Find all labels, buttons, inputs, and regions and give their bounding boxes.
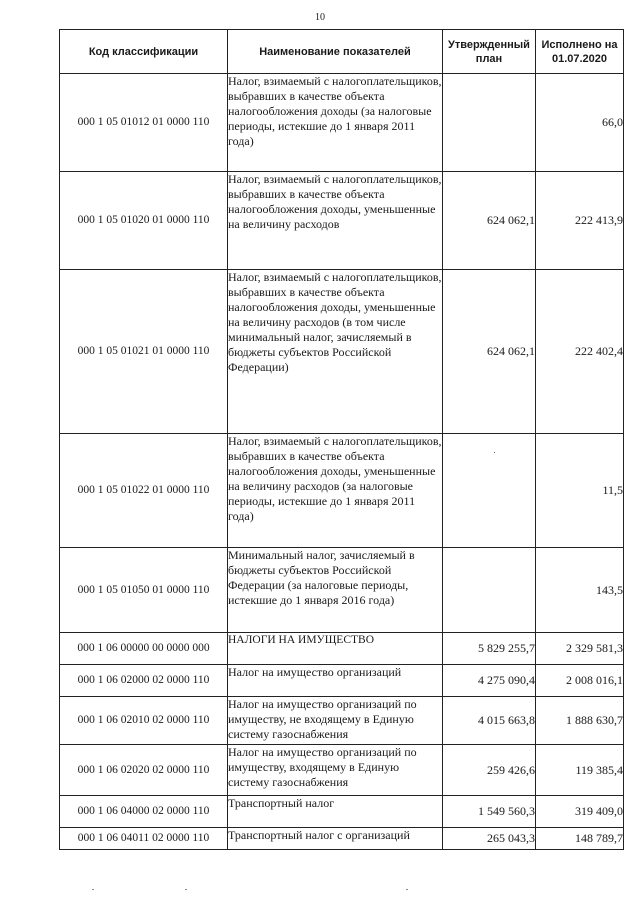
row-plan: 259 426,6 (443, 745, 536, 796)
row-code: 000 1 06 02010 02 0000 110 (60, 697, 228, 745)
header-code: Код классификации (60, 30, 228, 74)
table-row (60, 74, 624, 172)
row-code: 000 1 05 01020 01 0000 110 (60, 172, 228, 270)
row-name: Налог на имущество организаций по имуществу, входящему в Единую систему газоснабжения (228, 745, 443, 796)
scan-speck (92, 889, 94, 890)
table-row (60, 633, 624, 665)
table-row (60, 796, 624, 828)
table-row (60, 828, 624, 850)
scan-speck (494, 452, 495, 453)
row-done: 2 008 016,1 (536, 665, 624, 697)
row-plan: 4 275 090,4 (443, 665, 536, 697)
table-row (60, 172, 624, 270)
row-name: Налог на имущество организаций по имуществу, не входящему в Единую систему газоснабжения (228, 697, 443, 745)
row-plan: 265 043,3 (443, 828, 536, 850)
row-done: 11,5 (536, 434, 624, 548)
row-done: 319 409,0 (536, 796, 624, 828)
row-done: 2 329 581,3 (536, 633, 624, 665)
row-name: Минимальный налог, зачисляемый в бюджеты субъектов Российской Федерации (за налоговые периоды, истекшие до 1 января 2016 года) (228, 548, 443, 633)
row-code: 000 1 06 02000 02 0000 110 (60, 665, 228, 697)
header-done: Исполнено на 01.07.2020 (536, 30, 624, 74)
page-number: 10 (315, 12, 325, 23)
row-done: 143,5 (536, 548, 624, 633)
row-done: 222 413,9 (536, 172, 624, 270)
scan-speck (406, 889, 408, 890)
row-plan: 624 062,1 (443, 270, 536, 434)
header-name: Наименование показателей (228, 30, 443, 74)
row-done: 119 385,4 (536, 745, 624, 796)
row-done: 148 789,7 (536, 828, 624, 850)
row-plan: 4 015 663,8 (443, 697, 536, 745)
row-name: Налог, взимаемый с налогоплательщиков, выбравших в качестве объекта налогообложения доходы, уменьшенные на величину расходов (в том числе минимальный налог, зачисляемый в бюджеты субъектов Российской Федерации) (228, 270, 443, 434)
row-name: Налог, взимаемый с налогоплательщиков, выбравших в качестве объекта налогообложения доходы, уменьшенные на величину расходов (228, 172, 443, 270)
row-code: 000 1 05 01050 01 0000 110 (60, 548, 228, 633)
row-code: 000 1 05 01021 01 0000 110 (60, 270, 228, 434)
row-code: 000 1 05 01012 01 0000 110 (60, 74, 228, 172)
row-name: Транспортный налог с организаций (228, 828, 443, 850)
row-plan: 1 549 560,3 (443, 796, 536, 828)
budget-table (59, 29, 624, 850)
row-code: 000 1 06 02020 02 0000 110 (60, 745, 228, 796)
row-name: Транспортный налог (228, 796, 443, 828)
row-plan (443, 548, 536, 633)
row-plan: 5 829 255,7 (443, 633, 536, 665)
row-done: 66,0 (536, 74, 624, 172)
row-name: Налог, взимаемый с налогоплательщиков, выбравших в качестве объекта налогообложения доходы, уменьшенные на величину расходов (за налоговые периоды, истекшие до 1 января 2011 года) (228, 434, 443, 548)
row-done: 1 888 630,7 (536, 697, 624, 745)
row-plan: 624 062,1 (443, 172, 536, 270)
row-code: 000 1 05 01022 01 0000 110 (60, 434, 228, 548)
row-name: Налог на имущество организаций (228, 665, 443, 697)
row-name: Налог, взимаемый с налогоплательщиков, выбравших в качестве объекта налогообложения доходы (за налоговые периоды, истекшие до 1 января 2011 года) (228, 74, 443, 172)
header-plan: Утвержденный план (443, 30, 536, 74)
table-row (60, 697, 624, 745)
table-row (60, 745, 624, 796)
row-plan (443, 74, 536, 172)
scan-speck (185, 889, 187, 890)
row-plan (443, 434, 536, 548)
table-row (60, 665, 624, 697)
row-name: НАЛОГИ НА ИМУЩЕСТВО (228, 633, 443, 665)
row-code: 000 1 06 04011 02 0000 110 (60, 828, 228, 850)
table-header-row (60, 30, 624, 74)
row-code: 000 1 06 04000 02 0000 110 (60, 796, 228, 828)
row-code: 000 1 06 00000 00 0000 000 (60, 633, 228, 665)
row-done: 222 402,4 (536, 270, 624, 434)
table-row (60, 270, 624, 434)
table-row (60, 434, 624, 548)
table-row (60, 548, 624, 633)
